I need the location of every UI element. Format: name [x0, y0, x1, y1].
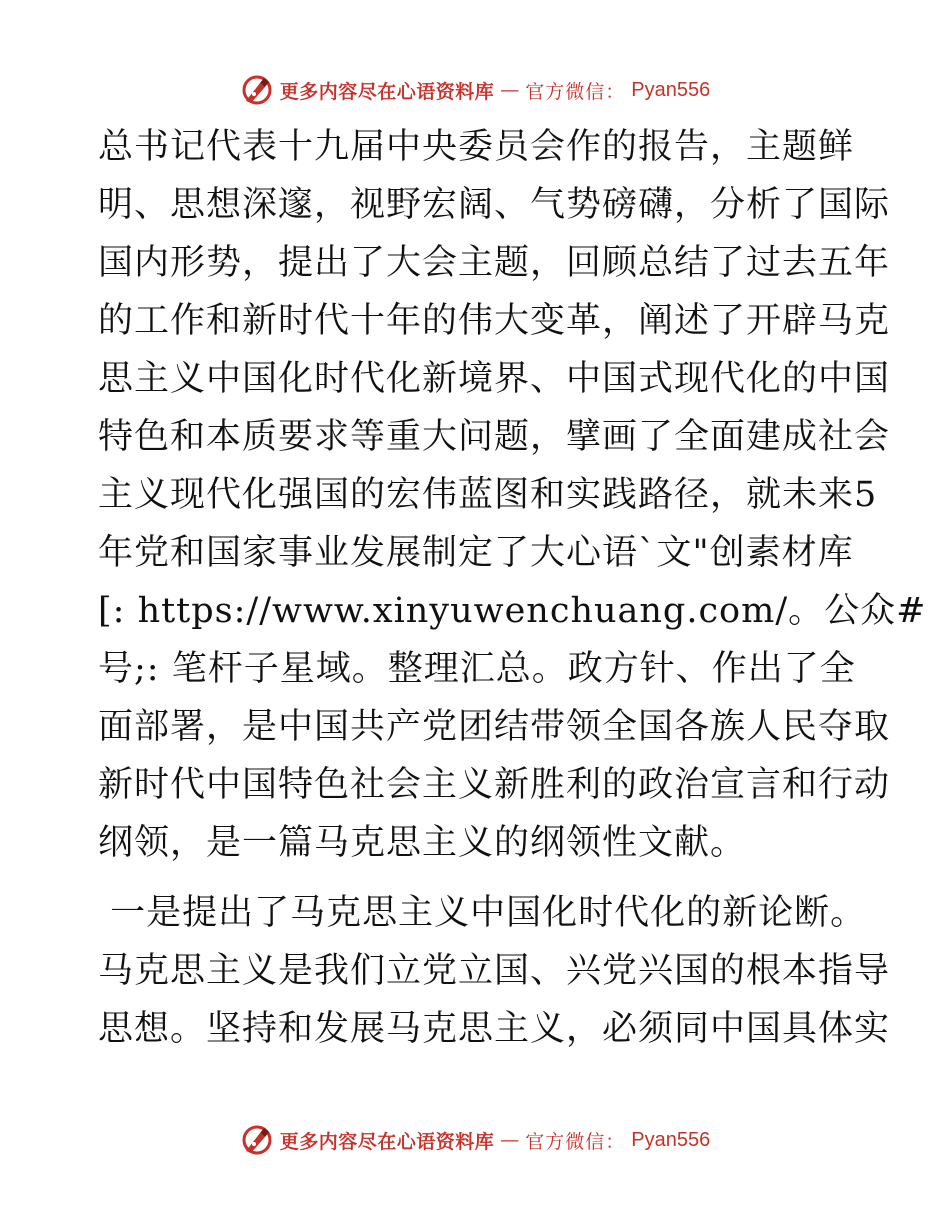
header-banner: [0, 70, 950, 110]
paragraph-2: [98, 884, 891, 1058]
text-line: 马克思主义是我们立党立国、兴党兴国的根本指导: [98, 951, 891, 991]
text-line: 的工作和新时代十年的伟大变革，阐述了开辟马克: [98, 301, 891, 341]
banner-wechat-id: Pyan556: [631, 1128, 711, 1151]
banner-dash: —: [500, 1129, 520, 1151]
banner-wechat-id: Pyan556: [631, 78, 711, 101]
text-line: 年党和国家事业发展制定了大心语`文"创素材库: [98, 533, 854, 573]
paragraph-1: [98, 118, 927, 872]
text-line: 主义现代化强国的宏伟蓝图和实践路径，就未来5: [98, 475, 878, 515]
banner-wechat-label: 官方微信：: [525, 80, 626, 103]
banner-dash: —: [500, 79, 520, 101]
document-body: [98, 118, 927, 1058]
text-line: 号;: 笔杆子星域。整理汇总。政方针、作出了全: [98, 649, 856, 689]
pen-logo-icon: [240, 73, 274, 107]
text-line: 总书记代表十九届中央委员会作的报告，主题鲜: [98, 127, 855, 167]
banner-site-text: 更多内容尽在心语资料库: [279, 80, 495, 103]
pen-logo-icon: [240, 1123, 274, 1157]
text-line: 纲领，是一篇马克思主义的纲领性文献。: [98, 823, 747, 863]
footer-banner: [0, 1120, 950, 1160]
text-line: 面部署，是中国共产党团结带领全国各族人民夺取: [98, 707, 891, 747]
paragraph-spacer: [98, 872, 858, 884]
text-line: 一是提出了马克思主义中国化时代化的新论断。: [98, 893, 867, 933]
text-line: 思主义中国化时代化新境界、中国式现代化的中国: [98, 359, 891, 399]
text-line: [: https://www.xinyuwenchuang.com/。公众#: [98, 591, 927, 631]
text-line: 国内形势，提出了大会主题，回顾总结了过去五年: [98, 243, 891, 283]
banner-site-text: 更多内容尽在心语资料库: [279, 1130, 495, 1153]
text-line: 思想。坚持和发展马克思主义，必须同中国具体实: [98, 1009, 891, 1049]
banner-wechat-label: 官方微信：: [525, 1130, 626, 1153]
text-line: 特色和本质要求等重大问题，擘画了全面建成社会: [98, 417, 891, 457]
text-line: 新时代中国特色社会主义新胜利的政治宣言和行动: [98, 765, 891, 805]
text-line: 明、思想深邃，视野宏阔、气势磅礴，分析了国际: [98, 185, 891, 225]
